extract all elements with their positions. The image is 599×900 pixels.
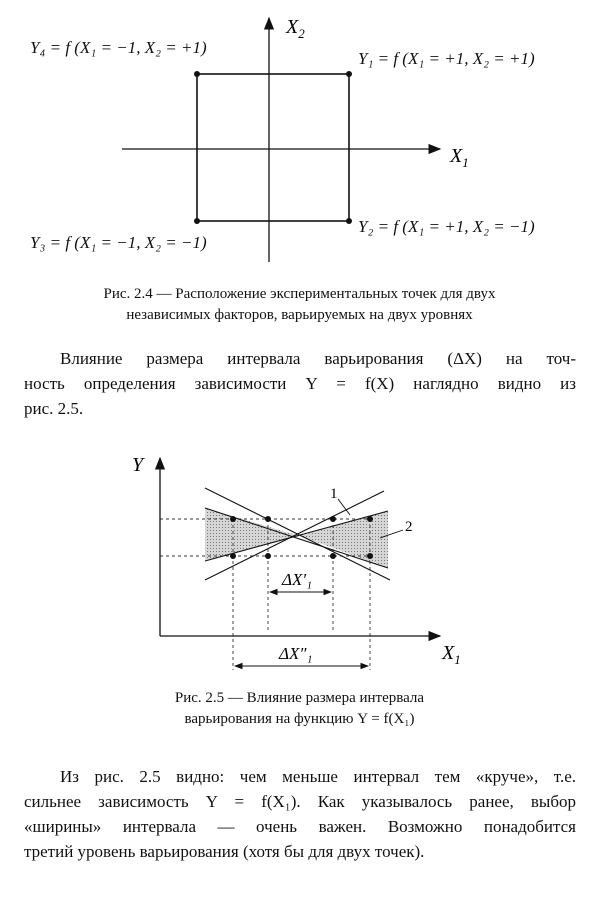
fig25-shaded-region-right xyxy=(300,511,388,568)
label-y3: Y₃ = f (X₁ = −1, X₂ = −1) xyxy=(30,233,207,252)
figure-2-4-caption xyxy=(0,284,599,326)
fig25-interval-large-label: ΔX″₁ xyxy=(279,644,313,663)
figure-2-5-caption-line2: варьирования на функцию Y = f(X₁) xyxy=(184,711,415,727)
fig25-point-d xyxy=(367,516,373,522)
fig24-x-axis-label: $X_1$ xyxy=(450,145,469,170)
fig24-design-square xyxy=(197,74,349,221)
figure-2-5 xyxy=(0,440,599,680)
paragraph-2-line2: сильнее зависимость Y = f(X₁). Как указывалось ранее, выбор xyxy=(24,792,576,811)
paragraph-2-line3: «ширины» интервала — очень важен. Возможно понадобится xyxy=(24,817,576,836)
paragraph-2 xyxy=(24,764,576,864)
label-y2: Y₂ = f (X₁ = +1, X₂ = −1) xyxy=(358,217,535,236)
figure-2-5-caption xyxy=(0,688,599,730)
point-y4 xyxy=(194,71,200,77)
paragraph-1 xyxy=(24,346,576,421)
point-y1 xyxy=(346,71,352,77)
fig25-point-a xyxy=(230,516,236,522)
paragraph-2-line4: третий уровень варьирования (хотя бы для двух точек). xyxy=(24,842,425,861)
fig25-label-1: 1 xyxy=(330,486,338,502)
fig25-x-axis-label: $X_1$ xyxy=(442,642,461,667)
point-y3 xyxy=(194,218,200,224)
paragraph-1-line3: рис. 2.5. xyxy=(24,399,84,418)
fig25-point-e xyxy=(230,553,236,559)
fig25-point-h xyxy=(367,553,373,559)
label-y4: Y₄ = f (X₁ = −1, X₂ = +1) xyxy=(30,38,207,57)
label-y1: Y₁ = f (X₁ = +1, X₂ = +1) xyxy=(358,49,535,68)
fig25-point-g xyxy=(330,553,336,559)
paragraph-1-line1: Влияние размера интервала варьирования (ΔX) на точ- xyxy=(60,349,576,368)
paragraph-2-line1: Из рис. 2.5 видно: чем меньше интервал тем «круче», т.е. xyxy=(60,767,576,786)
figure-2-4-caption-line1: Рис. 2.4 — Расположение экспериментальных точек для двух xyxy=(103,286,496,302)
fig25-point-b xyxy=(265,516,271,522)
fig25-y-axis-label: Y xyxy=(132,454,144,476)
fig25-point-c xyxy=(330,516,336,522)
point-y2 xyxy=(346,218,352,224)
paragraph-1-line2: ность определения зависимости Y = f(X) наглядно видно из xyxy=(24,374,576,393)
figure-2-5-caption-line1: Рис. 2.5 — Влияние размера интервала xyxy=(174,690,425,706)
fig25-interval-small-label: ΔX′₁ xyxy=(282,570,312,589)
fig25-label-2: 2 xyxy=(405,519,413,535)
fig24-y-axis-label: $X_2$ xyxy=(286,16,305,41)
fig25-point-f xyxy=(265,553,271,559)
figure-2-4-caption-line2: независимых факторов, варьируемых на двух уровнях xyxy=(126,307,473,323)
